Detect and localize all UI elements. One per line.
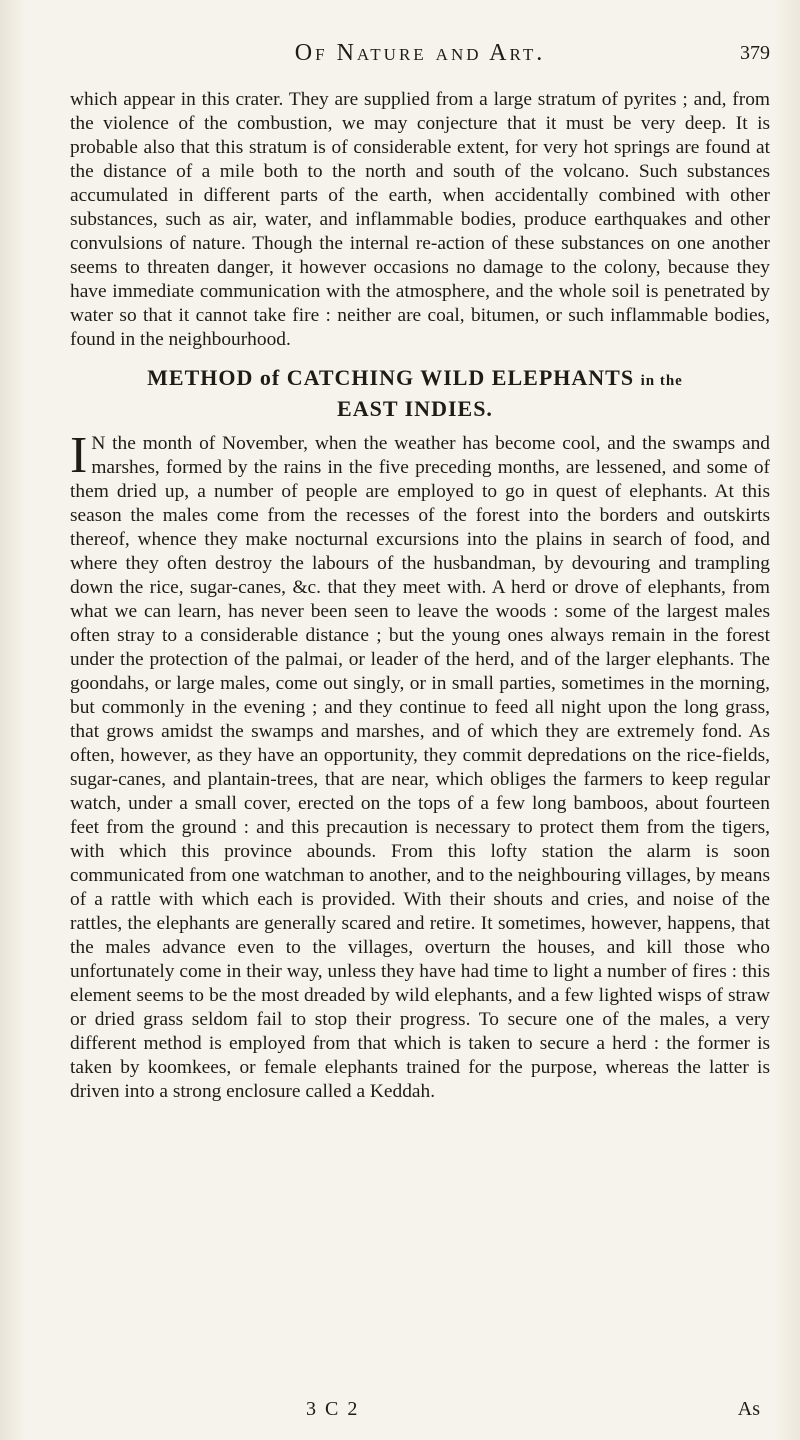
signature-mark: 3 C 2 <box>306 1398 360 1420</box>
catchword: As <box>737 1398 760 1420</box>
page-footer <box>70 1398 770 1424</box>
page-number: 379 <box>740 42 770 64</box>
paragraph-volcano: which appear in this crater. They are supplied from a large stratum of pyrites ; and, from the violence of the combustion, we may conjecture that it must be very deep. It is probable also that this stratum is of considerable extent, for very hot springs are found at the distance of a mile both to the north and south of the volcano. Such substances accumulated in different parts of the earth, when accidentally combined with other substances, such as air, water, and inflammable bodies, produce earthquakes and other convulsions of nature. Though the internal re-action of these substances on one another seems to threaten danger, it however occasions no damage to the colony, because they have immediate communication with the atmosphere, and the whole soil is penetrated by water so that it cannot take fire : neither are coal, bitumen, or such inflammable bodies, found in the neighbourhood. <box>70 89 770 350</box>
running-head: Of Nature and Art. <box>294 40 546 66</box>
paragraph-elephants-text: N the month of November, when the weather has become cool, and the swamps and marshes, formed by the rains in the five preceding months, are lessened, and some of them dried up, a number of people are employed to go in quest of elephants. At this season the males come from the recesses of the forest into the borders and outskirts thereof, whence they make nocturnal excursions into the plains in search of food, and where they often destroy the labours of the husbandman, by devouring and trampling down the rice, sugar-canes, &c. that they meet with. A herd or drove of elephants, from what we can learn, has never been seen to leave the woods : some of the largest males often stray to a considerable distance ; but the young ones always remain in the forest under the protection of the palmai, or leader of the herd, and of the larger elephants. The goondahs, or large males, come out singly, or in small parties, sometimes in the morning, but commonly in the evening ; and they continue to feed all night upon the long grass, that grows amidst the swamps and marshes, and of which they are extremely fond. As often, however, as they have an opportunity, they commit depredations on the rice-fields, sugar-canes, and plantain-trees, that are near, which obliges the farmers to keep regular watch, under a small cover, erected on the tops of a few long bamboos, about fourteen feet from the ground : and this precaution is necessary to protect them from the tigers, with which this province abounds. From this lofty station the alarm is soon communicated from one watchman to another, and to the neighbouring villages, by means of a rattle with which each is provided. With their shouts and cries, and noise of the rattles, the elephants are generally scared and retire. It sometimes, however, happens, that the males advance even to the villages, overturn the houses, and kill those who unfortunately come in their way, unless they have had time to light a number of fires : this element seems to be the most dreaded by wild elephants, and a few lighted wisps of straw or dried grass seldom fail to stop their progress. To secure one of the males, a very different method is employed from that which is taken to secure a herd : the former is taken by koomkees, or female elephants trained for the purpose, whereas the latter is driven into a strong enclosure called a Keddah. <box>70 433 770 1102</box>
drop-cap: I <box>70 427 88 484</box>
paragraph-elephants <box>70 427 770 1104</box>
section-title-in-the: in the <box>640 373 683 389</box>
section-title-main: METHOD of CATCHING WILD ELEPHANTS <box>147 365 635 390</box>
page-header <box>70 40 770 70</box>
section-title-line2: EAST INDIES. <box>337 396 493 421</box>
section-title <box>60 364 770 422</box>
